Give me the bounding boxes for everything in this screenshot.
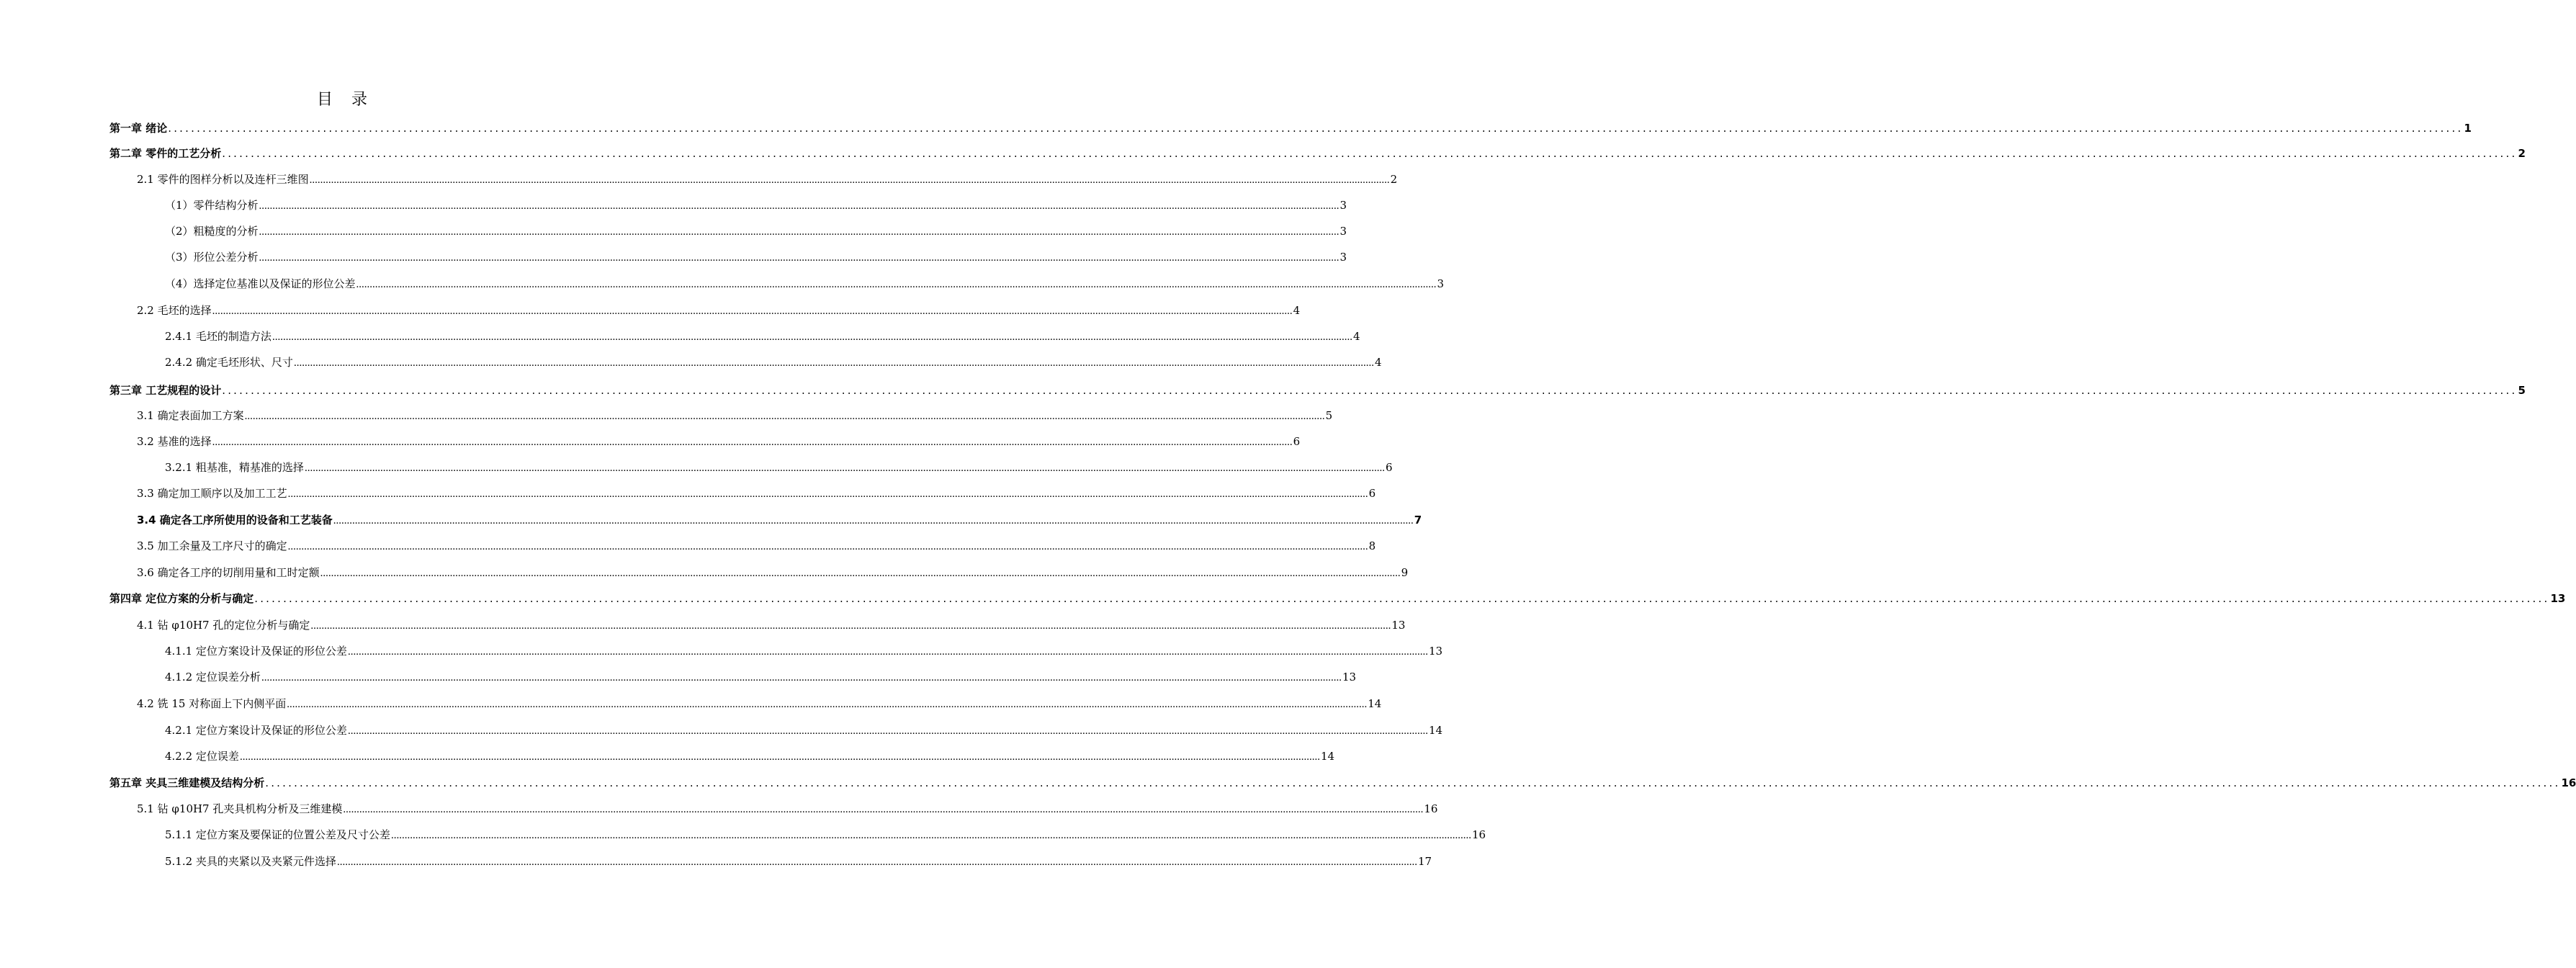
- toc-leader-dots: ................................................................................................................................................................................................................................................................................................................................................................................................................: [287, 541, 1368, 552]
- toc-entry-page: 17: [1417, 855, 1432, 868]
- toc-entry-title: （4）选择定位基准以及保证的形位公差: [165, 277, 356, 290]
- toc-entry-page: 5: [1325, 409, 1333, 422]
- toc-entry-page: 13: [2550, 592, 2566, 605]
- toc-entry[interactable]: [165, 196, 1347, 215]
- toc-entry-title: 4.1.1 定位方案设计及保证的形位公差: [165, 645, 347, 658]
- toc-entry-title: 3.5 加工余量及工序尺寸的确定: [137, 539, 287, 552]
- toc-leader-dots: ................................................................................................................................................................................................................................................................................................................................................................................................................: [212, 305, 1293, 317]
- toc-entry-title: 4.2.1 定位方案设计及保证的形位公差: [165, 724, 347, 737]
- toc-entry[interactable]: [165, 222, 1347, 241]
- toc-entry-page: 13: [1342, 671, 1357, 684]
- toc-entry[interactable]: [137, 301, 1301, 320]
- toc-entry[interactable]: [165, 852, 1432, 871]
- toc-entry-page: 4: [1374, 356, 1382, 369]
- toc-entry-page: 16: [1471, 828, 1486, 841]
- toc-entry-page: 6: [1293, 435, 1301, 448]
- toc-leader-dots: ................................................................................................................................................................................................................................................................................................................................................................................................................: [261, 672, 1342, 684]
- toc-leader-dots: ................................................................................................................................................................................................................................................................................................................................................................................................................: [222, 147, 2518, 160]
- toc-entry[interactable]: [109, 589, 2566, 608]
- toc-leader-dots: ................................................................................................................................................................................................................................................................................................................................................................................................................: [265, 776, 2561, 789]
- toc-leader-dots: ................................................................................................................................................................................................................................................................................................................................................................................................................: [333, 515, 1414, 526]
- toc-entry-title: 4.1 钻 φ10H7 孔的定位分析与确定: [137, 619, 310, 632]
- toc-leader-dots: ................................................................................................................................................................................................................................................................................................................................................................................................................: [287, 488, 1368, 500]
- toc-entry-title: 2.4.2 确定毛坯形状、尺寸: [165, 356, 293, 369]
- toc-leader-dots: ................................................................................................................................................................................................................................................................................................................................................................................................................: [212, 436, 1293, 448]
- toc-entry-title: （3）形位公差分析: [165, 251, 259, 264]
- toc-leader-dots: ................................................................................................................................................................................................................................................................................................................................................................................................................: [259, 200, 1339, 212]
- toc-entry-page: 16: [2561, 776, 2576, 789]
- toc-entry[interactable]: [165, 747, 1335, 766]
- toc-entry-page: 4: [1293, 304, 1301, 317]
- toc-entry[interactable]: [165, 327, 1360, 346]
- toc-entry-page: 5: [2518, 384, 2526, 397]
- toc-leader-dots: ................................................................................................................................................................................................................................................................................................................................................................................................................: [168, 122, 2464, 135]
- toc-entry-page: 3: [1339, 199, 1347, 212]
- toc-entry-page: 3: [1339, 225, 1347, 238]
- toc-entry-page: 3: [1339, 251, 1347, 264]
- toc-leader-dots: ................................................................................................................................................................................................................................................................................................................................................................................................................: [244, 411, 1325, 422]
- toc-entry-title: 5.1 钻 φ10H7 孔夹具机构分析及三维建模: [137, 802, 343, 815]
- toc-entry[interactable]: [165, 274, 1445, 293]
- toc-leader-dots: ................................................................................................................................................................................................................................................................................................................................................................................................................: [390, 830, 1471, 841]
- toc-entry-title: 第四章 定位方案的分析与确定: [109, 592, 254, 605]
- toc-entry[interactable]: [109, 144, 2526, 163]
- toc-entry[interactable]: [165, 458, 1393, 477]
- toc-leader-dots: ................................................................................................................................................................................................................................................................................................................................................................................................................: [343, 804, 1424, 815]
- toc-entry-title: 2.1 零件的图样分析以及连杆三维图: [137, 173, 309, 186]
- toc-leader-dots: ................................................................................................................................................................................................................................................................................................................................................................................................................: [347, 646, 1428, 658]
- toc-entry[interactable]: [137, 694, 1382, 713]
- toc-entry-title: 4.1.2 定位误差分析: [165, 671, 261, 684]
- toc-leader-dots: ................................................................................................................................................................................................................................................................................................................................................................................................................: [320, 568, 1401, 579]
- toc-entry-title: 2.2 毛坯的选择: [137, 304, 212, 317]
- toc-entry-title: 第二章 零件的工艺分析: [109, 147, 222, 160]
- toc-entry-page: 6: [1385, 461, 1393, 474]
- toc-entry-title: （2）粗糙度的分析: [165, 225, 259, 238]
- toc-leader-dots: ................................................................................................................................................................................................................................................................................................................................................................................................................: [336, 856, 1417, 868]
- toc-entry[interactable]: [137, 799, 1438, 818]
- toc-entry-title: 5.1.2 夹具的夹紧以及夹紧元件选择: [165, 855, 336, 868]
- toc-entry[interactable]: [137, 432, 1301, 451]
- toc-entry[interactable]: [137, 511, 1422, 529]
- toc-entry-title: 5.1.1 定位方案及要保证的位置公差及尺寸公差: [165, 828, 390, 841]
- toc-entry-title: 第五章 夹具三维建模及结构分析: [109, 776, 265, 789]
- toc-leader-dots: ................................................................................................................................................................................................................................................................................................................................................................................................................: [259, 226, 1339, 238]
- toc-entry-title: 3.2 基准的选择: [137, 435, 212, 448]
- toc-entry-page: 2: [2518, 147, 2526, 160]
- toc-entry-title: （1）零件结构分析: [165, 199, 259, 212]
- toc-entry[interactable]: [165, 353, 1382, 372]
- toc-entry[interactable]: [109, 381, 2526, 400]
- toc-entry[interactable]: [109, 774, 2576, 792]
- toc-entry-title: 3.1 确定表面加工方案: [137, 409, 244, 422]
- toc-entry-page: 9: [1401, 566, 1409, 579]
- toc-entry-page: 13: [1391, 619, 1406, 632]
- toc-entry[interactable]: [165, 248, 1347, 266]
- toc-entry-title: 第一章 绪论: [109, 122, 168, 135]
- toc-title: 目录: [316, 91, 386, 109]
- toc-entry[interactable]: [109, 119, 2472, 138]
- toc-entry-page: 14: [1428, 724, 1443, 737]
- toc-entry-page: 14: [1368, 697, 1382, 710]
- toc-entry-title: 4.2.2 定位误差: [165, 750, 239, 763]
- toc-entry-title: 2.4.1 毛坯的制造方法: [165, 330, 271, 343]
- toc-entry[interactable]: [137, 537, 1376, 555]
- toc-entry-page: 6: [1368, 487, 1376, 500]
- toc-entry[interactable]: [137, 484, 1376, 503]
- toc-leader-dots: ................................................................................................................................................................................................................................................................................................................................................................................................................: [271, 331, 1352, 343]
- toc-leader-dots: ................................................................................................................................................................................................................................................................................................................................................................................................................: [222, 384, 2518, 397]
- toc-entry[interactable]: [165, 721, 1443, 740]
- toc-leader-dots: ................................................................................................................................................................................................................................................................................................................................................................................................................: [293, 357, 1374, 369]
- toc-leader-dots: ................................................................................................................................................................................................................................................................................................................................................................................................................: [254, 592, 2550, 605]
- toc-leader-dots: ................................................................................................................................................................................................................................................................................................................................................................................................................: [259, 252, 1339, 264]
- toc-entry[interactable]: [137, 170, 1398, 189]
- toc-entry[interactable]: [165, 642, 1443, 660]
- toc-entry-title: 3.6 确定各工序的切削用量和工时定额: [137, 566, 320, 579]
- toc-entry-title: 3.4 确定各工序所使用的设备和工艺装备: [137, 514, 333, 526]
- toc-leader-dots: ................................................................................................................................................................................................................................................................................................................................................................................................................: [304, 462, 1385, 474]
- toc-entry-title: 4.2 铣 15 对称面上下内侧平面: [137, 697, 287, 710]
- toc-entry-title: 3.2.1 粗基准，精基准的选择: [165, 461, 304, 474]
- toc-leader-dots: ................................................................................................................................................................................................................................................................................................................................................................................................................: [356, 279, 1437, 290]
- toc-leader-dots: ................................................................................................................................................................................................................................................................................................................................................................................................................: [309, 174, 1390, 186]
- toc-entry-page: 2: [1390, 173, 1398, 186]
- toc-entry-page: 13: [1428, 645, 1443, 658]
- toc-leader-dots: ................................................................................................................................................................................................................................................................................................................................................................................................................: [287, 699, 1368, 710]
- toc-entry[interactable]: [137, 563, 1409, 582]
- toc-entry[interactable]: [137, 616, 1406, 635]
- toc-entry-page: 7: [1414, 514, 1422, 526]
- toc-entry-title: 3.3 确定加工顺序以及加工工艺: [137, 487, 287, 500]
- toc-entry-title: 第三章 工艺规程的设计: [109, 384, 222, 397]
- toc-leader-dots: ................................................................................................................................................................................................................................................................................................................................................................................................................: [347, 725, 1428, 737]
- toc-entry-page: 3: [1437, 277, 1445, 290]
- toc-entry[interactable]: [165, 668, 1357, 686]
- toc-entry-page: 14: [1320, 750, 1335, 763]
- toc-entry[interactable]: [165, 825, 1486, 844]
- toc-entry[interactable]: [137, 406, 1333, 425]
- toc-leader-dots: ................................................................................................................................................................................................................................................................................................................................................................................................................: [239, 751, 1320, 763]
- toc-leader-dots: ................................................................................................................................................................................................................................................................................................................................................................................................................: [310, 620, 1391, 632]
- toc-entry-page: 4: [1352, 330, 1360, 343]
- toc-entry-page: 1: [2464, 122, 2472, 135]
- toc-entry-page: 16: [1424, 802, 1438, 815]
- toc-entry-page: 8: [1368, 539, 1376, 552]
